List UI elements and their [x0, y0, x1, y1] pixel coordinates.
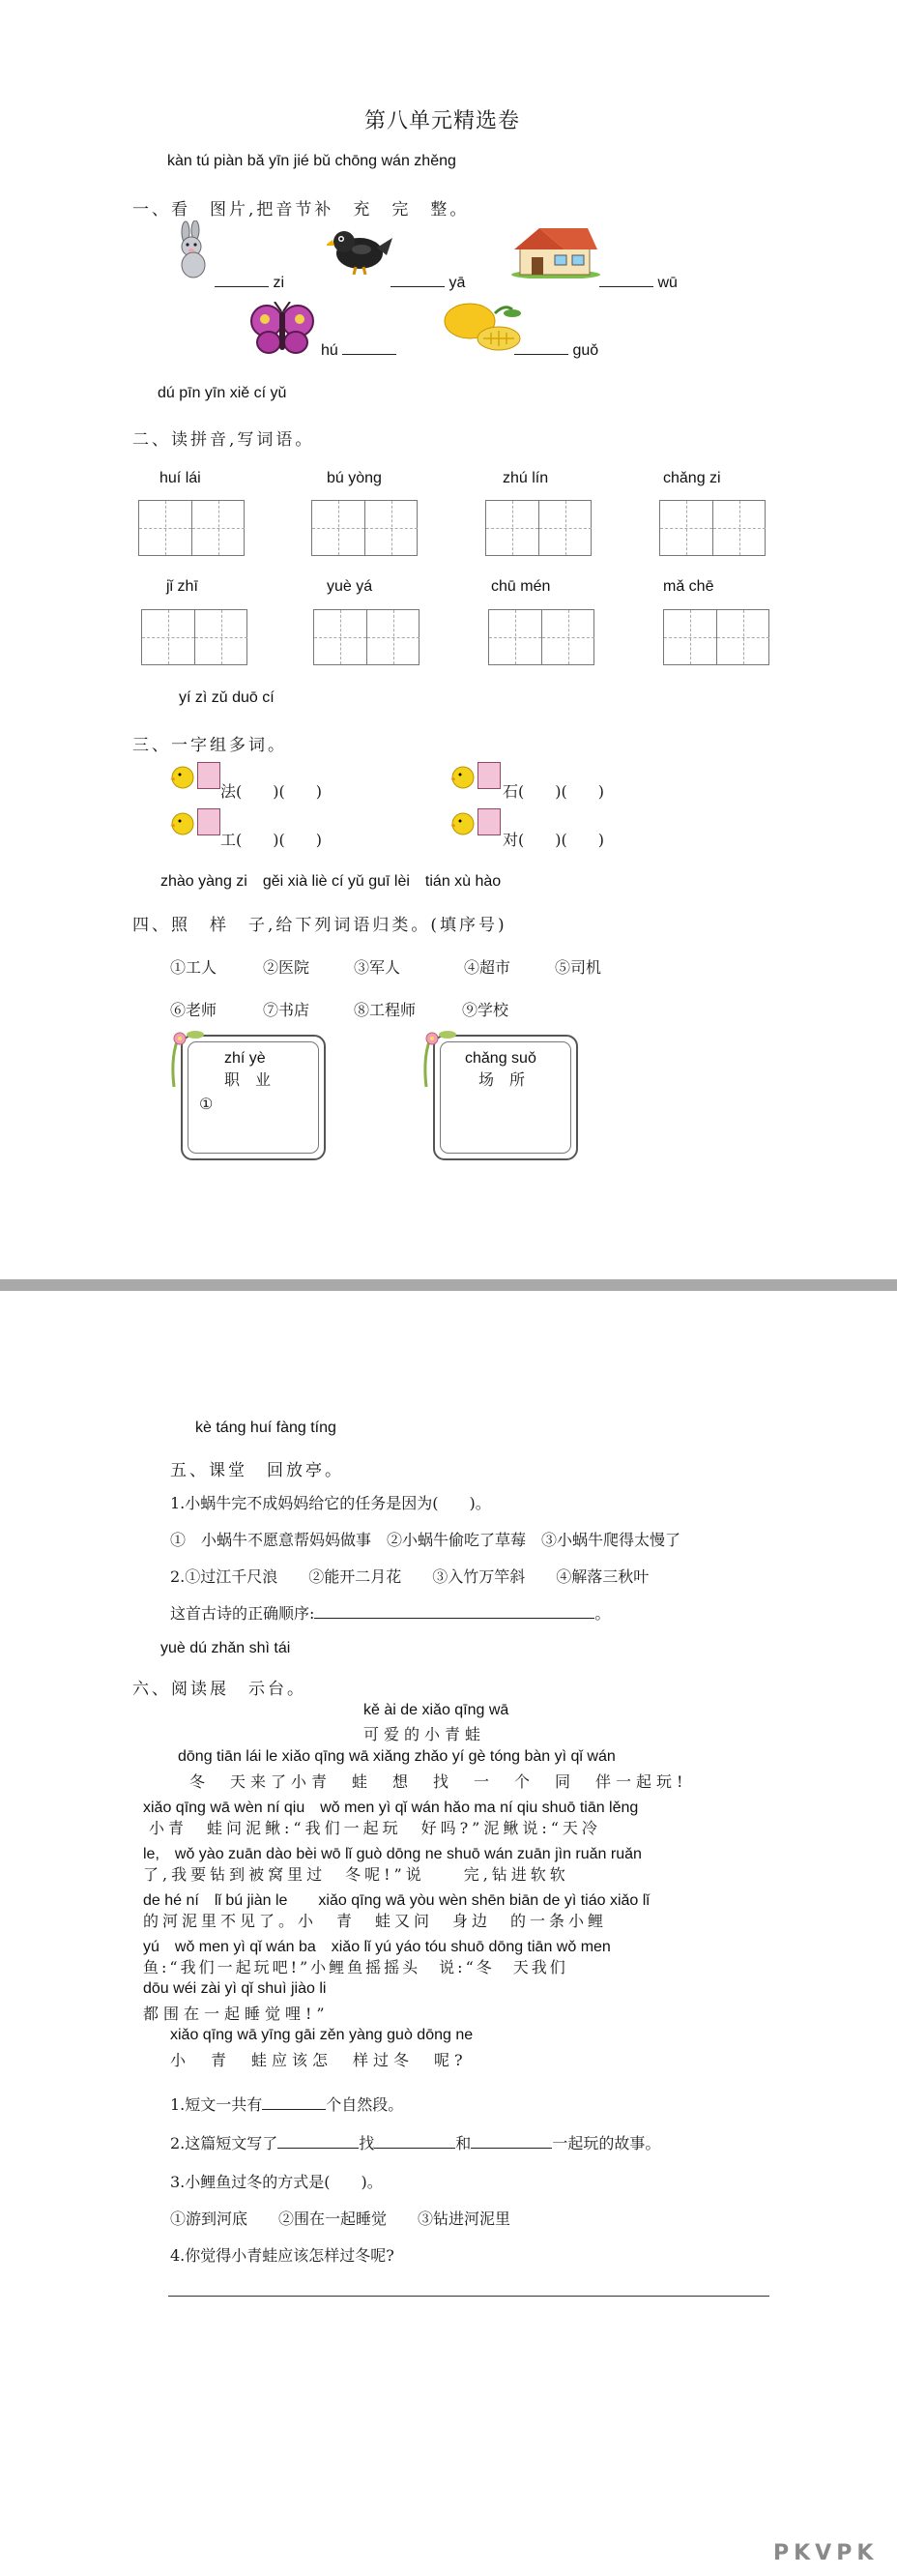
word-group-row[interactable]: 石( )( ): [503, 782, 604, 801]
story-title-pinyin: kě ài de xiǎo qīng wā: [363, 1702, 509, 1718]
section5-pinyin: kè táng huí fàng tíng: [195, 1420, 336, 1436]
page-separator: [0, 1279, 897, 1291]
crow-icon: [327, 224, 392, 275]
story-line: 鱼:“我们一起玩吧!”小鲤鱼摇摇头 说:“冬 天我们: [143, 1958, 568, 1976]
question-text: 4.你觉得小青蛙应该怎样过冬呢?: [170, 2246, 394, 2265]
classify-item: ①工人: [170, 958, 217, 977]
story-line: 都围在一起睡觉哩!”: [143, 2005, 330, 2023]
mango-icon: [441, 300, 524, 352]
question-text: 1.小蜗牛完不成妈妈给它的任务是因为( )。: [170, 1494, 491, 1512]
section5-heading: 五、课堂 回放亭。: [170, 1461, 344, 1480]
char-box: [197, 808, 220, 835]
rabbit-icon: [172, 220, 213, 280]
chick-icon: [170, 764, 195, 789]
writing-grid[interactable]: [311, 500, 418, 556]
answer-line[interactable]: [168, 2296, 769, 2297]
story-line: 小青 蛙问泥鳅:“我们一起玩 好吗?”泥鳅说:“天冷: [149, 1819, 601, 1837]
category-label: 职 业: [224, 1070, 272, 1089]
question-options: ① 小蜗牛不愿意帮妈妈做事 ②小蜗牛偷吃了草莓 ③小蜗牛爬得太慢了: [170, 1531, 681, 1549]
page-title: 第八单元精选卷: [364, 109, 521, 133]
story-pinyin-line: de hé ní lǐ bú jiàn le xiǎo qīng wā yòu wèn shēn biān de yì tiáo xiǎo lǐ: [143, 1892, 650, 1909]
story-pinyin-line: xiǎo qīng wā wèn ní qiu wǒ men yì qǐ wán hǎo ma ní qiu shuō tiān lěng: [143, 1800, 639, 1816]
word-pinyin: huí lái: [159, 470, 201, 486]
story-line: 小 青 蛙应该怎 样过冬 呢?: [170, 2051, 468, 2069]
rabbit-answer[interactable]: zi: [215, 273, 284, 292]
story-pinyin-line: le, wǒ yào zuān dào bèi wō lǐ guò dōng ne shuō wán zuān jìn ruǎn ruǎn: [143, 1846, 642, 1862]
category-answer: ①: [199, 1095, 214, 1113]
question-options: ①游到河底 ②围在一起睡觉 ③钻进河泥里: [170, 2210, 511, 2228]
crow-answer[interactable]: yā: [391, 273, 465, 292]
word-group-row[interactable]: 法( )( ): [220, 782, 322, 801]
section1-pinyin: kàn tú piàn bǎ yīn jié bǔ chōng wán zhěng: [167, 153, 456, 169]
word-group-row[interactable]: 对( )( ): [503, 831, 604, 849]
word-pinyin: bú yòng: [327, 470, 382, 486]
story-pinyin-line: xiǎo qīng wā yīng gāi zěn yàng guò dōng ne: [170, 2027, 474, 2043]
word-pinyin: yuè yá: [327, 578, 373, 595]
writing-grid[interactable]: [313, 609, 420, 665]
writing-grid[interactable]: [659, 500, 766, 556]
chick-icon: [450, 764, 476, 789]
word-pinyin: chū mén: [491, 578, 551, 595]
order-answer-line[interactable]: 这首古诗的正确顺序: 。: [170, 1604, 611, 1623]
char-box: [477, 808, 501, 835]
classify-item: ②医院: [263, 958, 310, 977]
word-pinyin: mǎ chē: [663, 578, 714, 595]
mango-answer[interactable]: guǒ: [514, 340, 598, 360]
word-pinyin: chǎng zi: [663, 470, 721, 486]
classify-item: ④超市: [464, 958, 511, 977]
question-text: 2.①过江千尺浪 ②能开二月花 ③入竹万竿斜 ④解落三秋叶: [170, 1567, 650, 1586]
story-line: 的河泥里不见了。小 青 蛙又问 身边 的一条小鲤: [143, 1912, 608, 1930]
section6-heading: 六、阅读展 示台。: [132, 1680, 306, 1699]
butterfly-icon: [249, 302, 315, 356]
classify-item: ⑨学校: [462, 1001, 509, 1019]
watermark: PKVPK: [773, 2541, 879, 2565]
butterfly-answer[interactable]: hú: [321, 340, 396, 360]
classify-item: ⑦书店: [263, 1001, 310, 1019]
word-group-row[interactable]: 工( )( ): [220, 831, 322, 849]
story-line: 冬 天来了小青 蛙 想 找 一 个 同 伴一起玩!: [189, 1772, 688, 1791]
house-answer[interactable]: wū: [599, 273, 678, 292]
flower-vine-icon: [419, 1025, 467, 1093]
classify-item: ⑥老师: [170, 1001, 217, 1019]
story-pinyin-line: dōu wéi zài yì qǐ shuì jiào li: [143, 1980, 327, 1997]
writing-grid[interactable]: [138, 500, 245, 556]
category-pinyin: chǎng suǒ: [465, 1050, 536, 1067]
question-text[interactable]: 2.这篇短文写了 找 和 一起玩的故事。: [170, 2134, 661, 2152]
writing-grid[interactable]: [141, 609, 247, 665]
classify-item: ⑧工程师: [354, 1001, 417, 1019]
writing-grid[interactable]: [663, 609, 769, 665]
char-box: [197, 762, 220, 789]
word-pinyin: jǐ zhī: [166, 578, 198, 595]
section2-pinyin: dú pīn yīn xiě cí yǔ: [158, 385, 287, 401]
section1-heading: 一、看 图片,把音节补 充 完 整。: [132, 200, 470, 220]
story-pinyin-line: dōng tiān lái le xiǎo qīng wā xiǎng zhǎo yí gè tóng bàn yì qǐ wán: [178, 1748, 616, 1765]
section2-heading: 二、读拼音,写词语。: [132, 430, 315, 450]
char-box: [477, 762, 501, 789]
story-line: 了,我要钻到被窝里过 冬呢!”说 完,钻进软软: [143, 1865, 569, 1884]
classify-item: ③军人: [354, 958, 401, 977]
word-pinyin: zhú lín: [503, 470, 549, 486]
flower-vine-icon: [166, 1025, 215, 1093]
classify-item: ⑤司机: [555, 958, 602, 977]
chick-icon: [450, 810, 476, 835]
section4-pinyin: zhào yàng zi gěi xià liè cí yǔ guī lèi tián xù hào: [160, 873, 502, 890]
section3-pinyin: yí zì zǔ duō cí: [179, 689, 275, 706]
question-text[interactable]: 1.短文一共有 个自然段。: [170, 2095, 404, 2114]
house-icon: [510, 224, 601, 278]
section6-pinyin: yuè dú zhǎn shì tái: [160, 1640, 291, 1656]
section4-heading: 四、照 样 子,给下列词语归类。(填序号): [132, 916, 507, 935]
section3-heading: 三、一字组多词。: [132, 736, 287, 755]
chick-icon: [170, 810, 195, 835]
story-pinyin-line: yú wǒ men yì qǐ wán ba xiǎo lǐ yú yáo tóu shuō dōng tiān wǒ men: [143, 1939, 611, 1955]
category-pinyin: zhí yè: [224, 1050, 266, 1067]
question-text: 3.小鲤鱼过冬的方式是( )。: [170, 2173, 383, 2191]
story-title: 可爱的小青蛙: [363, 1725, 486, 1743]
writing-grid[interactable]: [488, 609, 594, 665]
category-label: 场 所: [478, 1070, 526, 1089]
writing-grid[interactable]: [485, 500, 592, 556]
